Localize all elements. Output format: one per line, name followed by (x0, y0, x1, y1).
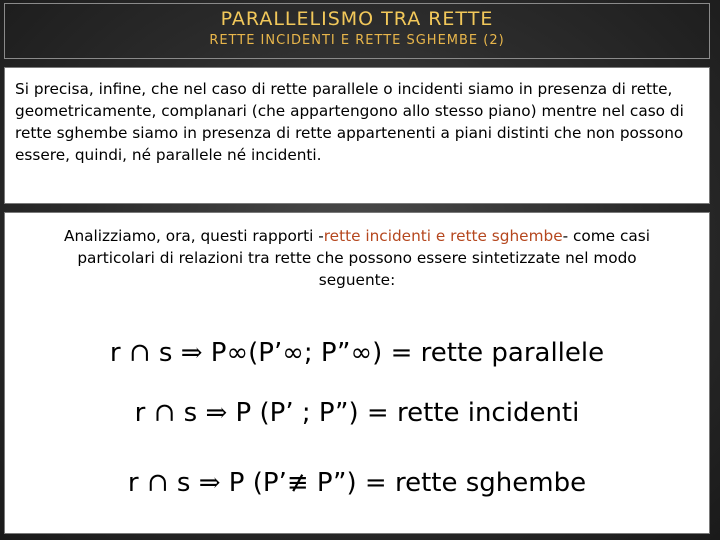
formula-line-r: r (109, 338, 121, 368)
formula-expression: P (P’ ; P”) = rette incidenti (235, 398, 580, 428)
formula-expression: P∞(P’∞; P”∞) = rette parallele (210, 338, 605, 368)
intro-text-start: Analizziamo, ora, questi rapporti - (64, 227, 324, 245)
implies-arrow-icon: ⇒ (180, 338, 203, 368)
intro-text-highlight: rette incidenti e rette sghembe (323, 227, 563, 245)
formula-parallel (5, 335, 709, 371)
formula-skew (5, 465, 709, 501)
formula-incident (5, 395, 709, 431)
intro-text (45, 225, 669, 291)
intersection-symbol: ∩ (128, 338, 151, 368)
formula-expression: P (P’≢ P”) = rette sghembe (228, 468, 587, 498)
formula-line-r: r (127, 468, 139, 498)
intro-text-end: - come casi particolari di relazioni tra rette che possono essere sintetizzate nel modo seguente: (77, 227, 650, 289)
formula-line-r: r (134, 398, 146, 428)
formulas-box (4, 212, 710, 534)
title-box (4, 3, 710, 59)
implies-arrow-icon: ⇒ (205, 398, 228, 428)
implies-arrow-icon: ⇒ (198, 468, 221, 498)
explanation-box (4, 67, 710, 204)
formula-line-s: s (158, 338, 173, 368)
slide-subtitle: RETTE INCIDENTI E RETTE SGHEMBE (2) (209, 33, 505, 48)
explanation-text: Si precisa, infine, che nel caso di rette parallele o incidenti siamo in presenza di rette, geometricamente, complanari (che appartengono allo stesso piano) mentre nel caso di rette sghembe siamo in presenza di rette appartenenti a piani distinti che non possono essere, quindi, né parallele né incidenti. (15, 80, 684, 164)
slide-title: PARALLELISMO TRA RETTE (220, 8, 494, 30)
intersection-symbol: ∩ (153, 398, 176, 428)
formula-line-s: s (176, 468, 191, 498)
intersection-symbol: ∩ (146, 468, 169, 498)
formula-line-s: s (183, 398, 198, 428)
